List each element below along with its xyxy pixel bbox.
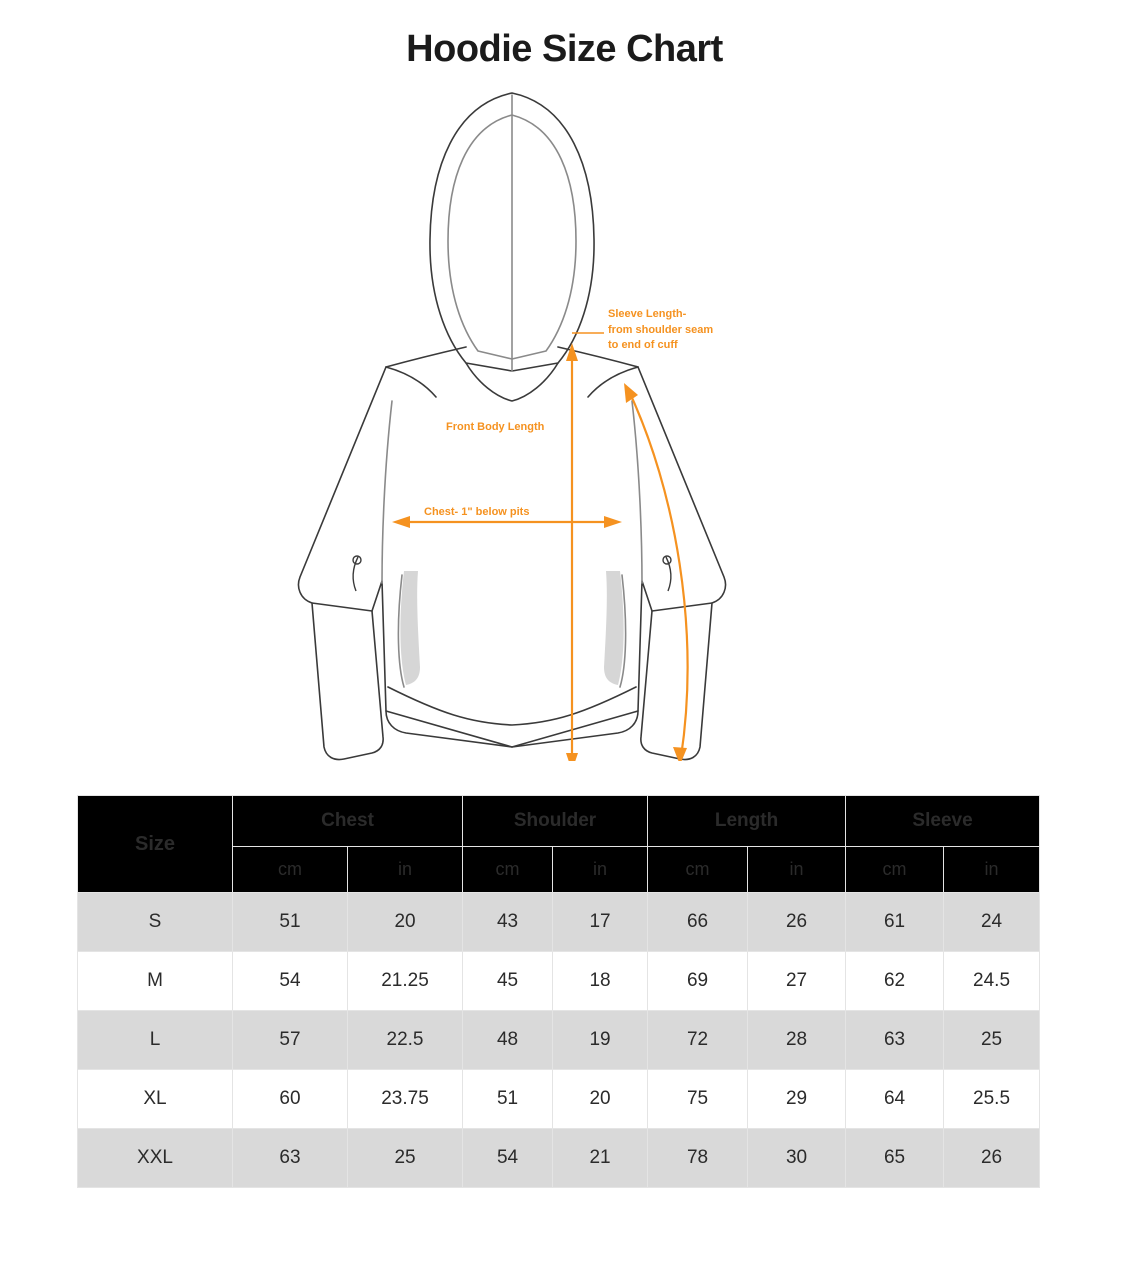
cell-length-cm: 75 — [648, 1070, 748, 1129]
cell-shoulder-cm: 54 — [463, 1129, 553, 1188]
right-cuff-line — [652, 603, 712, 611]
cell-chest-in: 23.75 — [348, 1070, 463, 1129]
size-table-body — [78, 893, 1040, 1188]
header-unit-sleeve-cm: cm — [846, 847, 944, 893]
cell-sleeve-cm: 65 — [846, 1129, 944, 1188]
left-cuff-line — [312, 603, 372, 611]
cell-length-cm: 66 — [648, 893, 748, 952]
header-unit-shoulder-in: in — [553, 847, 648, 893]
sleeve-annotation-line3: to end of cuff — [608, 339, 678, 351]
cell-sleeve-cm: 61 — [846, 893, 944, 952]
cell-sleeve-in: 26 — [944, 1129, 1040, 1188]
cell-chest-cm: 57 — [233, 1011, 348, 1070]
cell-chest-cm: 51 — [233, 893, 348, 952]
cell-chest-cm: 60 — [233, 1070, 348, 1129]
cell-shoulder-cm: 43 — [463, 893, 553, 952]
cell-chest-in: 22.5 — [348, 1011, 463, 1070]
table-row — [78, 1129, 1040, 1188]
right-side-seam — [632, 401, 642, 583]
table-row — [78, 893, 1040, 952]
cell-length-in: 29 — [748, 1070, 846, 1129]
cell-shoulder-cm: 45 — [463, 952, 553, 1011]
header-size: Size — [78, 796, 233, 893]
size-table — [77, 795, 1040, 1188]
left-pocket-shade — [400, 571, 420, 685]
cell-sleeve-in: 25.5 — [944, 1070, 1040, 1129]
header-group-sleeve: Sleeve — [846, 796, 1040, 847]
cell-length-cm: 72 — [648, 1011, 748, 1070]
cell-chest-cm: 54 — [233, 952, 348, 1011]
cell-length-cm: 78 — [648, 1129, 748, 1188]
front-body-length-annotation: Front Body Length — [446, 421, 545, 433]
hem-band-top — [386, 711, 638, 747]
cell-chest-in: 25 — [348, 1129, 463, 1188]
hoodie-body-outline — [299, 347, 726, 760]
sleeve-annotation-line2: from shoulder seam — [608, 324, 714, 336]
size-table-wrapper — [77, 795, 1039, 1188]
cell-length-in: 30 — [748, 1129, 846, 1188]
cell-size: XL — [78, 1070, 233, 1129]
cell-shoulder-in: 21 — [553, 1129, 648, 1188]
cell-shoulder-in: 18 — [553, 952, 648, 1011]
header-unit-chest-cm: cm — [233, 847, 348, 893]
header-unit-chest-in: in — [348, 847, 463, 893]
table-row — [78, 1011, 1040, 1070]
header-row-groups — [78, 796, 1040, 847]
sleeve-annotation-line1: Sleeve Length- — [608, 308, 687, 320]
cell-sleeve-in: 24 — [944, 893, 1040, 952]
hem-curve — [388, 687, 636, 725]
cell-size: M — [78, 952, 233, 1011]
cell-shoulder-cm: 51 — [463, 1070, 553, 1129]
cell-length-in: 28 — [748, 1011, 846, 1070]
cell-size: S — [78, 893, 233, 952]
cell-shoulder-in: 19 — [553, 1011, 648, 1070]
table-row — [78, 1070, 1040, 1129]
cell-sleeve-in: 24.5 — [944, 952, 1040, 1011]
header-unit-sleeve-in: in — [944, 847, 1040, 893]
cell-length-in: 27 — [748, 952, 846, 1011]
hoodie-diagram — [0, 71, 1129, 761]
left-side-seam — [382, 401, 392, 583]
cell-length-cm: 69 — [648, 952, 748, 1011]
chest-arrow-left — [392, 516, 410, 528]
header-unit-length-in: in — [748, 847, 846, 893]
right-pocket-shade — [604, 571, 624, 685]
sleeve-arrow-top — [624, 383, 638, 403]
header-group-chest: Chest — [233, 796, 463, 847]
chest-arrow-right — [604, 516, 622, 528]
cell-sleeve-cm: 62 — [846, 952, 944, 1011]
front-body-length-arrow-bottom — [566, 753, 578, 761]
cell-chest-cm: 63 — [233, 1129, 348, 1188]
cell-size: XXL — [78, 1129, 233, 1188]
cell-shoulder-in: 20 — [553, 1070, 648, 1129]
header-group-length: Length — [648, 796, 846, 847]
chest-annotation: Chest- 1" below pits — [424, 506, 530, 518]
cell-chest-in: 21.25 — [348, 952, 463, 1011]
cell-sleeve-cm: 64 — [846, 1070, 944, 1129]
cell-sleeve-cm: 63 — [846, 1011, 944, 1070]
hoodie-illustration-svg — [0, 71, 1129, 761]
cell-shoulder-in: 17 — [553, 893, 648, 952]
page-title: Hoodie Size Chart — [406, 28, 723, 70]
cell-shoulder-cm: 48 — [463, 1011, 553, 1070]
left-shoulder-seam — [386, 367, 436, 397]
cell-size: L — [78, 1011, 233, 1070]
header-group-shoulder: Shoulder — [463, 796, 648, 847]
cell-length-in: 26 — [748, 893, 846, 952]
cell-sleeve-in: 25 — [944, 1011, 1040, 1070]
header-unit-shoulder-cm: cm — [463, 847, 553, 893]
table-row — [78, 952, 1040, 1011]
cell-chest-in: 20 — [348, 893, 463, 952]
header-unit-length-cm: cm — [648, 847, 748, 893]
size-table-head — [78, 796, 1040, 893]
